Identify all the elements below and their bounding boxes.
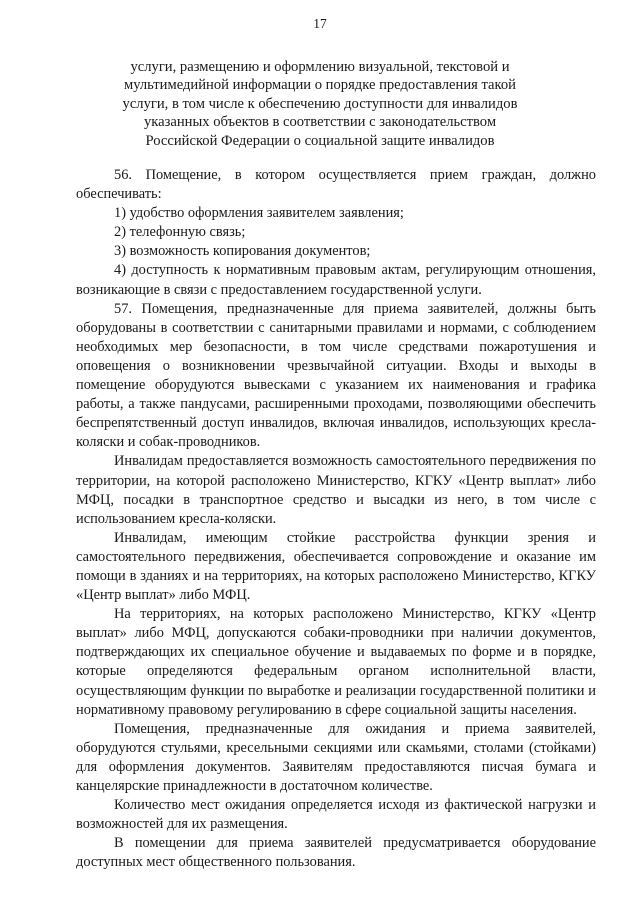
heading-line: мультимедийной информации о порядке предоставления такой <box>124 77 516 94</box>
section-heading <box>110 58 530 150</box>
paragraph-escort: Инвалидам, имеющим стойкие расстройства функции зрения и самостоятельного передвижения, обеспечивается сопровождение и оказание им помощи в зданиях и на территориях, на которых расположено Министерство, КГКУ «Центр выплат» либо МФЦ. <box>76 529 596 604</box>
paragraph-56-item-4: 4) доступность к нормативным правовым актам, регулирующим отношения, возникающие в связи с предоставлением государственной услуги. <box>76 262 596 298</box>
paragraph-public-places: В помещении для приема заявителей предусматривается оборудование доступных мест общественного пользования. <box>76 835 596 871</box>
paragraph-mobility: Инвалидам предоставляется возможность самостоятельного передвижения по территории, на которой расположено Министерство, КГКУ «Центр выплат» либо МФЦ, посадки в транспортное средство и высадки из него, в том числе с использованием кресла-коляски. <box>76 453 596 527</box>
heading-line: услуги, в том числе к обеспечению доступности для инвалидов <box>122 95 518 112</box>
paragraph-furniture: Помещения, предназначенные для ожидания и приема заявителей, оборудуются стульями, кресельными секциями или скамьями, столами (стойками) для оформления документов. Заявителям предоставляются писчая бумага и канцелярские принадлежности в достаточном количестве. <box>76 720 596 794</box>
paragraph-waiting: Количество мест ожидания определяется исходя из фактической нагрузки и возможностей для их размещения. <box>76 797 596 833</box>
paragraph-56-intro: 56. Помещение, в котором осуществляется прием граждан, должно обеспечивать: <box>76 167 596 203</box>
heading-line: указанных объектов в соответствии с законодательством <box>143 114 497 131</box>
heading-line: услуги, размещению и оформлению визуальной, текстовой и <box>130 59 510 75</box>
document-body <box>76 166 596 872</box>
list-item: 3) возможность копирования документов; <box>114 243 371 260</box>
heading-line: Российской Федерации о социальной защите инвалидов <box>145 132 495 149</box>
paragraph-57: 57. Помещения, предназначенные для приема заявителей, должны быть оборудованы в соответствии с санитарными правилами и нормами, с соблюдением необходимых мер безопасности, в том числе средствами пожаротушения и оповещения о возникновении чрезвычайной ситуации. Входы и выходы в помещение оборудуются вывесками с указанием их наименования и графика работы, а также пандусами, расширенными проходами, позволяющими обеспечить беспрепятственный доступ инвалидов, включая инвалидов, использующих кресла-коляски и собак-проводников. <box>76 300 596 451</box>
paragraph-guide-dogs: На территориях, на которых расположено Министерство, КГКУ «Центр выплат» либо МФЦ, допускаются собаки-проводники при наличии документов, подтверждающих их специальное обучение и выдаваемых по форме и в порядке, которые определяются федеральным органом исполнительной власти, осуществляющим функции по выработке и реализации государственной политики и нормативному правовому регулированию в сфере социальной защиты населения. <box>76 606 596 718</box>
list-item: 1) удобство оформления заявителем заявления; <box>114 205 404 222</box>
page-number: 17 <box>313 16 327 31</box>
list-item: 2) телефонную связь; <box>114 224 246 241</box>
